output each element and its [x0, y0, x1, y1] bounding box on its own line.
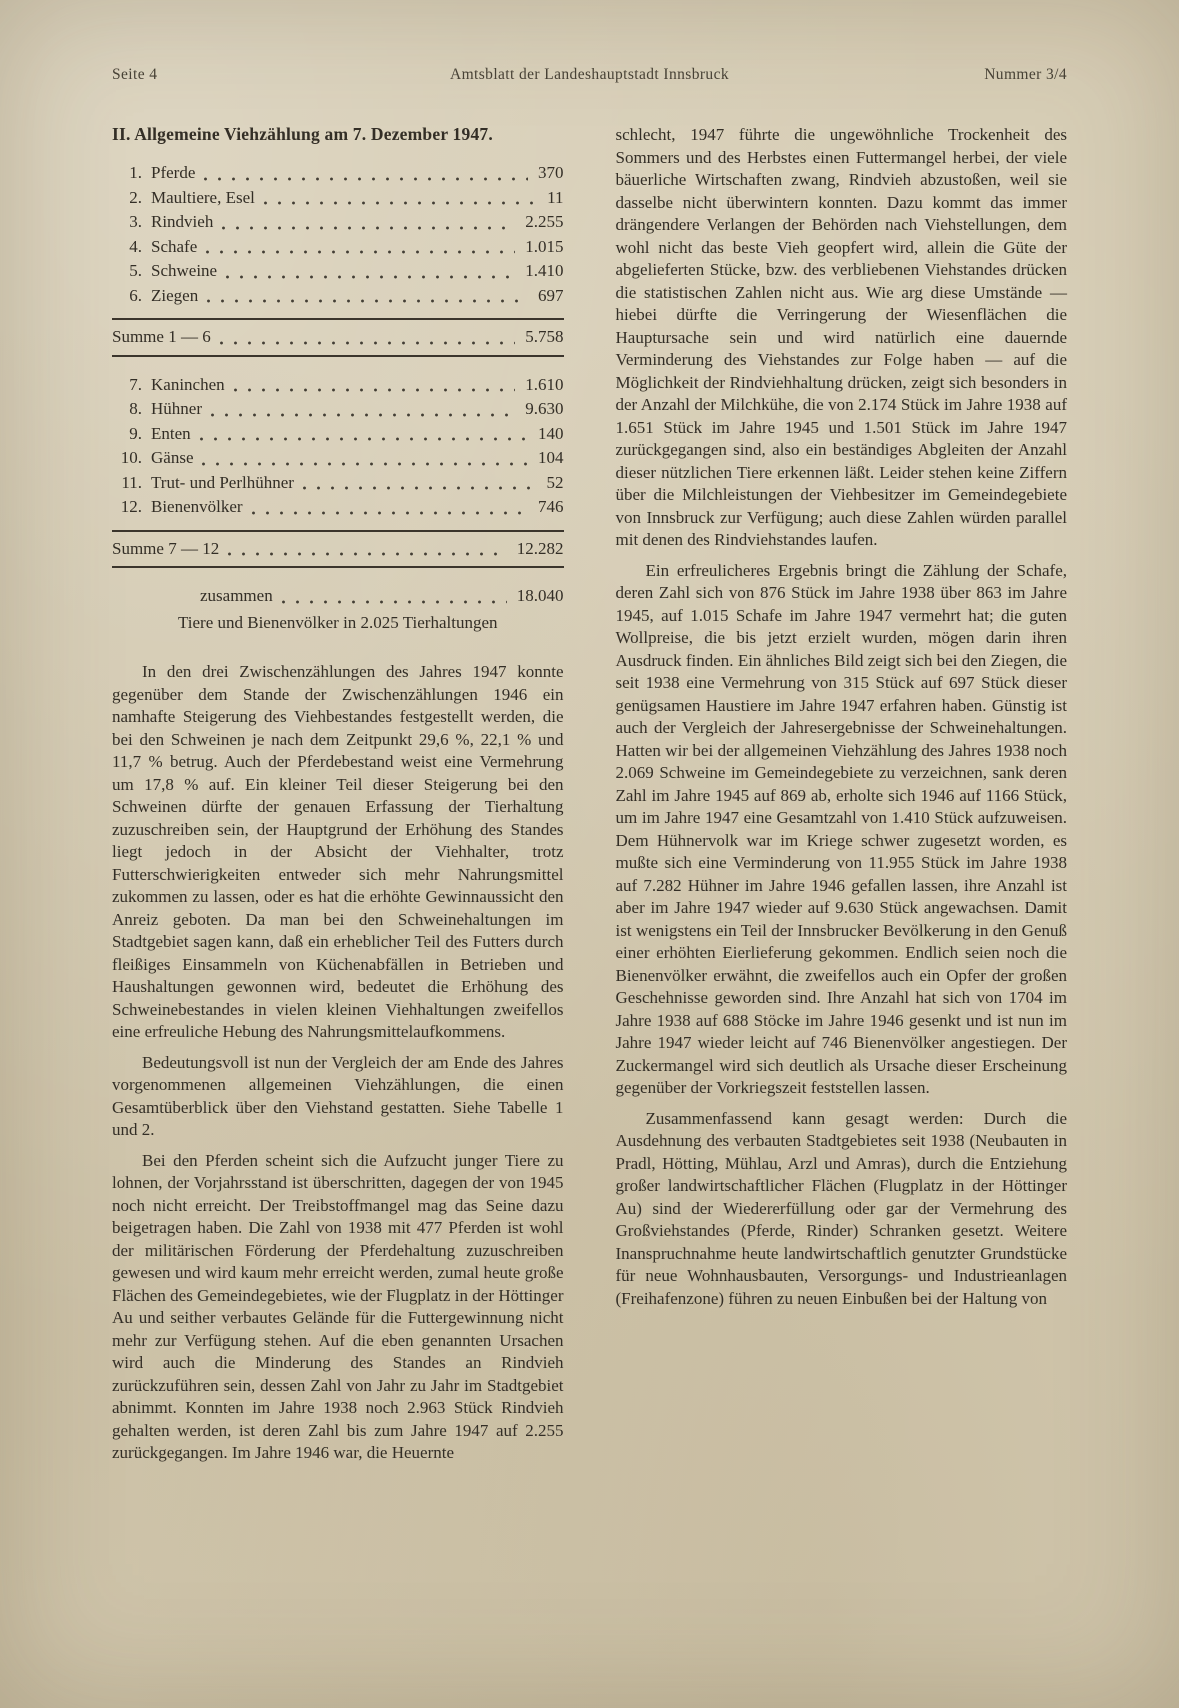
row-label: Gänse	[151, 448, 194, 467]
row-number: 7.	[129, 374, 142, 394]
row-number: 6.	[129, 285, 142, 305]
row-label: Ziegen	[151, 285, 199, 305]
row-value: 104	[538, 448, 564, 467]
row-label: Enten	[151, 423, 191, 443]
row-number: 4.	[129, 236, 142, 256]
dot-leader	[263, 200, 537, 206]
dot-leader	[199, 436, 528, 442]
row-label: Schafe	[151, 236, 198, 256]
dot-leader	[205, 249, 515, 255]
row-value: 52	[546, 472, 564, 492]
row-label: Pferde	[151, 163, 196, 182]
row-number: 2.	[129, 187, 142, 207]
row-value: 140	[538, 423, 564, 443]
sum-row	[112, 325, 564, 350]
row-number: 9.	[129, 423, 142, 443]
paragraph: In den drei Zwischenzählungen des Jahres 1947 konnte gegenüber dem Stande der Zwischenzählungen 1946 ein namhafte Steigerung des Viehbestandes festgestellt werden, die bei den Schweinen je nach dem Zeitpunkt 29,6 %, 22,1 % und 11,7 % betrug. Auch der Pferdebestand weist eine Vermehrung um 17,8 % auf. Ein kleiner Teil dieser Steigerung bei den Schweinen dürfte der genauen Erfassung der Tierhaltung zuzuschreiben sein, der Hauptgrund der Erhöhung des Standes liegt jedoch in der Absicht der Viehhalter, trotz Futterschwierigkeiten entweder sich mehr Nahrungsmittel zukommen zu lassen, oder es hat die erhöhte Gewinnaussicht den Anreiz geboten. Da man bei den Schweinehaltungen im Stadtgebiet sagen kann, daß ein erheblicher Teil des Futters durch fleißiges Einsammeln von Küchenabfällen in Betrieben und Haushaltungen gewonnen wird, bedeutet die Erhöhung des Schweinebestandes in vielen kleinen Viehhaltungen zweifellos eine erfreuliche Hebung des Nahrungsmittelaufkommens.	[112, 662, 564, 1041]
row-value: 370	[538, 163, 564, 182]
right-column	[616, 124, 1068, 1473]
left-column	[112, 124, 564, 1473]
row-value: 697	[538, 285, 564, 305]
running-head	[112, 66, 1067, 84]
sum-block-7-12	[112, 530, 564, 569]
paragraph: Zusammenfassend kann gesagt werden: Durch die Ausdehnung des verbauten Stadtgebietes seit 1938 (Neubauten in Pradl, Hötting, Mühlau, Arzl und Amras), durch die Entziehung großer landwirtschaftlicher Flächen (Flugplatz in der Höttinger Au) sind der Wiedererfüllung oder gar der Vermehrung des Großviehstandes (Pferde, Rinder) Schranken gesetzt. Weitere Inanspruchnahme heute landwirtschaftlich genutzter Grundstücke für neue Wohnhausbauten, Versorgungs- und Industrieanlagen (Freihafenzone) führen zu neuen Einbußen bei der Haltung von	[615, 1108, 1067, 1308]
row-number: 11.	[121, 472, 142, 492]
census-row	[112, 235, 564, 260]
row-label: Maultiere, Esel	[151, 187, 255, 207]
row-label: Kaninchen	[151, 374, 225, 394]
two-column-body	[112, 124, 1067, 1473]
section-title: II. Allgemeine Viehzählung am 7. Dezember 1947.	[112, 124, 493, 144]
dot-leader	[251, 510, 528, 516]
dot-leader	[281, 599, 507, 605]
paragraph: Bedeutungsvoll ist nun der Vergleich der am Ende des Jahres vorgenommenen allgemeinen Viehzählungen, die einen Gesamtüberblick über den Viehstand gestatten. Siehe Tabelle 1 und 2.	[112, 1052, 564, 1139]
census-row	[112, 186, 564, 211]
publication-title: Amtsblatt der Landeshauptstadt Innsbruck	[449, 66, 729, 83]
row-label: Trut- und Perlhühner	[151, 472, 294, 492]
page-number: Seite 4	[112, 66, 158, 83]
census-row	[112, 373, 564, 398]
row-value: 746	[538, 497, 564, 516]
paragraph: Ein erfreulicheres Ergebnis bringt die Zählung der Schafe, deren Zahl sich von 876 Stück im Jahre 1938 über 863 im Jahre 1945, auf 1.015 Schafe im Jahre 1947 vermehrt hat; die guten Wollpreise, die bis jetzt erzielt wurden, mögen darin ihren Ausdruck finden. Ein ähnliches Bild zeigt sich bei den Ziegen, die seit 1938 eine Vermehrung von 315 Stück auf 697 Stück dieser genügsamen Haustiere im Jahre 1947 erfahren haben. Günstig ist auch der Vergleich der Jahresergebnisse der Schweinehaltungen. Hatten wir bei der allgemeinen Viehzählung des Jahres 1938 noch 2.069 Schweine im Gemeindegebiete zu verzeichnen, sank deren Zahl im Jahre 1945 auf 869 ab, erholte sich 1946 auf 1166 Stück, um im Jahre 1947 eine Gesamtzahl von 1.410 Stück aufzuweisen. Dem Hühnervolk war im Kriege schwer zugesetzt worden, es mußte sich eine Verminderung von 11.955 Stück im Jahre 1938 auf 7.282 Hühner im Jahre 1946 gefallen lassen, ihre Anzahl ist aber im Jahre 1947 wieder auf 9.630 Stück angewachsen. Damit ist wenigstens ein Teil der Innsbrucker Bevölkerung in den Genuß einer erhöhten Eierlieferung gekommen. Endlich seien noch die Bienenvölker erwähnt, die zweifellos auch ein Opfer der großen Geschehnisse geworden sind. Ihre Anzahl hat sich von 1704 im Jahre 1938 auf 688 Stöcke im Jahre 1946 gesenkt und ist nun im Jahre 1947 wieder leicht auf 746 Bienenvölker angestiegen. Der Zuckermangel wird sich deutlich als Ursache dieser Erscheinung gegenüber der Vorkriegszeit feststellen lassen.	[615, 560, 1067, 1097]
census-row	[112, 422, 564, 447]
paragraph: schlecht, 1947 führte die ungewöhnliche Trockenheit des Sommers und des Herbstes einen Futtermangel herbei, der viele bäuerliche Wirtschaften zwang, Rindvieh abzustoßen, weil sie dasselbe nicht überwintern konnten. Dazu kommt das immer drängendere Verlangen der Behörden nach Viehstellungen, dem wohl nicht das beste Vieh geopfert wird, allein die Güte der abgelieferten Stücke, bzw. des verbliebenen Viehstandes drücken die statistischen Zahlen nicht aus. Wie arg diese Umstände — hiebei dürfte die Verringerung der Wiesenflächen die Hauptursache sein und wird natürlich eine dauernde Verminderung des Viehstandes zur Folge haben — auf die Möglichkeit der Rindviehhaltung drücken, zeigt sich besonders in der Anzahl der Milchkühe, die von 2.174 Stück im Jahre 1938 auf 1.651 Stück im Jahre 1945 und 1.501 Stück im Jahre 1947 zurückgegangen sind, also ein beständiges Abgleiten der Anzahl dieser nützlichen Tiere erkennen läßt. Leider stehen keine Ziffern über die Milchleistungen der Viehbesitzer im Gemeindegebiete von Innsbruck zur Verfügung; auch diese Zahlen würden parallel mit denen des Rindviehstandes laufen.	[615, 125, 1067, 549]
sum-block-1-6	[112, 318, 564, 357]
census-row	[112, 495, 564, 520]
dot-leader	[210, 412, 515, 418]
dot-leader	[201, 461, 528, 467]
census-row	[112, 210, 564, 235]
issue-number: Nummer 3/4	[984, 66, 1067, 83]
sum-label: Summe 7 — 12	[112, 538, 220, 558]
row-label: Bienenvölker	[151, 497, 243, 516]
row-value: 1.410	[525, 261, 564, 280]
total-value: 18.040	[516, 586, 564, 605]
census-row	[112, 397, 564, 422]
dot-leader	[206, 298, 528, 304]
dot-leader	[233, 387, 516, 393]
sum-value: 5.758	[525, 327, 564, 346]
dot-leader	[219, 340, 516, 346]
dot-leader	[302, 485, 537, 491]
census-row	[112, 471, 564, 496]
row-value: 1.015	[525, 236, 564, 256]
sum-label: Summe 1 — 6	[112, 327, 211, 346]
census-row	[112, 284, 564, 309]
row-number: 10.	[120, 448, 142, 467]
dot-leader	[203, 176, 528, 182]
sum-value: 12.282	[516, 538, 564, 558]
row-number: 8.	[129, 399, 142, 418]
total-row	[112, 584, 564, 609]
total-label: zusammen	[200, 586, 273, 605]
census-row	[112, 161, 564, 186]
row-number: 1.	[129, 163, 142, 182]
row-number: 12.	[120, 497, 142, 516]
census-table	[112, 161, 564, 635]
paragraph: Bei den Pferden scheint sich die Aufzucht junger Tiere zu lohnen, der Vorjahrsstand ist überschritten, dagegen der von 1945 noch nicht erreicht. Der Treibstoffmangel mag das Seine dazu beigetragen haben. Die Zahl von 1938 mit 477 Pferden ist wohl der militärischen Förderung der Pferdehaltung zuzuschreiben gewesen und wird kaum mehr erreicht werden, zumal heute große Flächen des Gemeindegebietes, wie der Flugplatz in der Höttinger Au und seither verbautes Gelände für die Futtergewinnung nicht mehr zur Verfügung stehen. Auf die eben genannten Ursachen wird auch die Minderung des Standes an Rindvieh zurückzuführen sein, dessen Zahl von Jahr zu Jahr im Stadtgebiet abnimmt. Konnten im Jahre 1938 noch 2.963 Stück Rindvieh gehalten werden, ist deren Zahl bis zum Jahre 1947 auf 2.255 zurückgegangen. Im Jahre 1946 war, die Heuernte	[112, 1150, 564, 1462]
census-row	[112, 446, 564, 471]
row-label: Hühner	[151, 399, 202, 418]
row-value: 1.610	[525, 374, 564, 394]
row-number: 3.	[129, 212, 142, 231]
dot-leader	[221, 225, 515, 231]
row-number: 5.	[129, 261, 142, 280]
dot-leader	[225, 274, 515, 280]
row-value: 9.630	[525, 399, 564, 418]
row-label: Rindvieh	[151, 212, 214, 231]
census-row	[112, 259, 564, 284]
row-label: Schweine	[151, 261, 218, 280]
dot-leader	[227, 551, 507, 557]
row-value: 11	[547, 187, 564, 207]
census-note: Tiere und Bienenvölker in 2.025 Tierhaltungen	[177, 612, 498, 632]
row-value: 2.255	[525, 212, 564, 231]
sum-row	[112, 537, 564, 562]
